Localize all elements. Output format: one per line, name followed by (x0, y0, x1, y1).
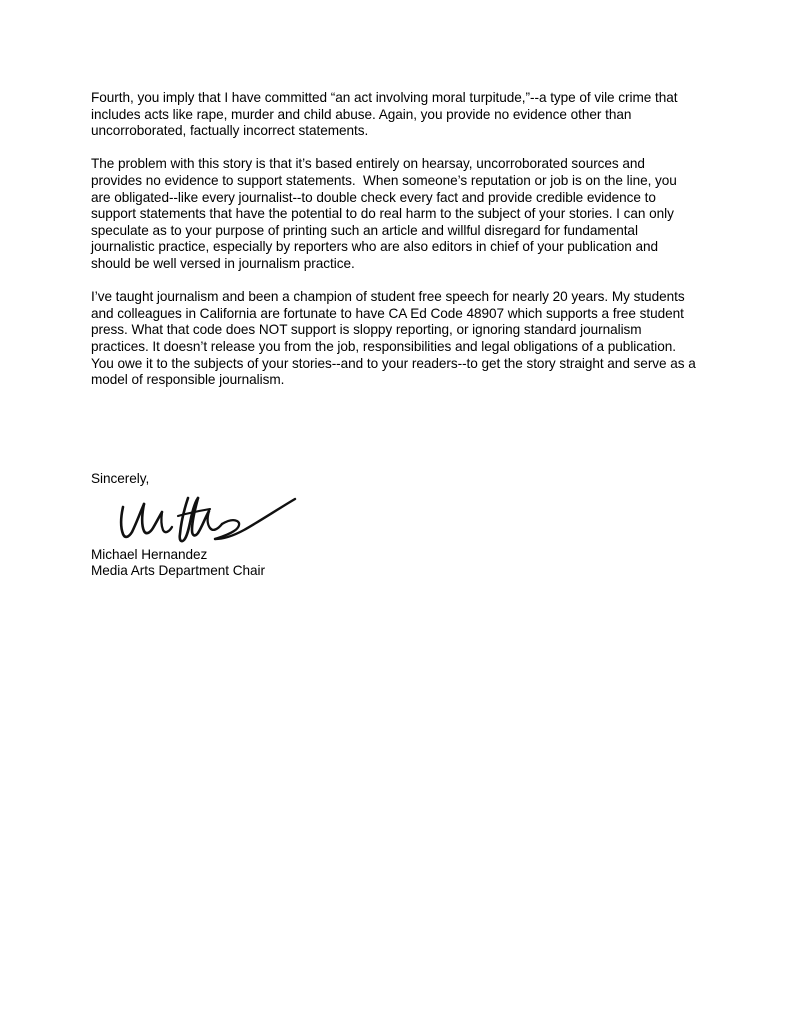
paragraph-fourth-claim: Fourth, you imply that I have committed “an act involving moral turpitude,”--a type of vile crime that includes acts like rape, murder and child abuse. Again, you provide no evidence other than uncorroborated, factually incorrect statements. (91, 90, 682, 139)
paragraph-journalism-experience: I’ve taught journalism and been a champion of student free speech for nearly 20 years. My students and colleagues in California are fortunate to have CA Ed Code 48907 which supports a free student press. What that code does NOT support is sloppy reporting, or ignoring standard journalism practices. It doesn’t release you from the job, responsibilities and legal obligations of a publication. You owe it to the subjects of your stories--and to your readers--to get the story straight and serve as a model of responsible journalism. (91, 289, 700, 388)
closing-salutation: Sincerely, (91, 471, 150, 486)
letter-body (91, 90, 700, 389)
signer-name: Michael Hernandez (91, 546, 208, 562)
closing-block (91, 471, 511, 580)
signer-block (91, 547, 511, 580)
paragraph-hearsay-critique: The problem with this story is that it’s based entirely on hearsay, uncorroborated sources and provides no evidence to support statements. When someone’s reputation or job is on the line, you are obligated--like every journalist--to double check every fact and provide credible evidence to support statements that have the potential to do real harm to the subject of your stories. I can only speculate as to your purpose of printing such an article and willful disregard for fundamental journalistic practice, especially by reporters who are also editors in chief of your publication and should be well versed in journalism practice. (91, 156, 681, 271)
handwritten-signature-icon (91, 490, 391, 547)
signer-title: Media Arts Department Chair (91, 563, 265, 579)
